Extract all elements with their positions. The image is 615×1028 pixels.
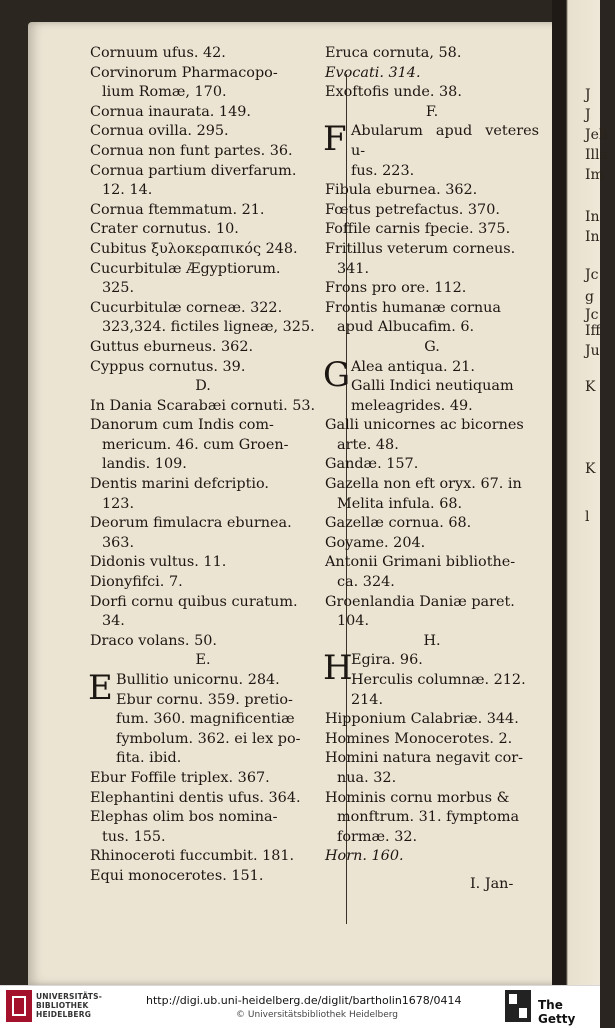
index-entry	[90, 397, 316, 417]
index-column-left	[90, 44, 316, 887]
index-entry	[323, 648, 539, 710]
index-entry	[325, 534, 539, 554]
entry-line: Gandæ. 157.	[325, 456, 419, 473]
entry-continuation-line: Galli Indici neutiquam	[351, 378, 514, 395]
edge-glyph: Jc	[585, 267, 599, 283]
index-entry	[90, 593, 316, 632]
index-entry	[90, 162, 316, 201]
edge-glyph: In	[585, 209, 600, 225]
index-entry	[90, 514, 316, 553]
entry-line: Gazella non eft oryx. 67. in	[325, 476, 522, 493]
entry-continuation-line: landis. 109.	[102, 456, 187, 473]
entry-line: In Dania Scarabæi cornuti. 53.	[90, 397, 316, 414]
index-entry	[325, 83, 539, 103]
entry-line: Dorfi cornu quibus curatum.	[90, 593, 298, 610]
index-entry	[90, 416, 316, 475]
drop-capital: F	[323, 119, 347, 160]
entry-line: Antonii Grimani bibliothe-	[325, 554, 516, 571]
index-entry	[90, 44, 316, 64]
entry-line: Draco volans. 50.	[90, 632, 217, 649]
entry-continuation-line: 123.	[102, 495, 135, 512]
edge-glyph: l	[585, 509, 590, 525]
edge-glyph: In	[585, 229, 600, 245]
library-name: UNIVERSITÄTS- BIBLIOTHEK HEIDELBERG	[36, 992, 103, 1019]
section-letter-heading: H.	[423, 632, 441, 649]
entry-line: Evocati. 314.	[325, 64, 421, 81]
partner-name: The Getty	[538, 998, 576, 1026]
entry-line: Didonis vultus. 11.	[90, 554, 227, 571]
index-entry	[325, 475, 539, 514]
entry-line: Fibula eburnea. 362.	[325, 182, 478, 199]
edge-glyph: K	[585, 379, 596, 395]
drop-capital: G	[323, 354, 351, 395]
index-entry	[90, 122, 316, 142]
edge-glyph: Illa	[585, 147, 608, 163]
entry-line: Dentis marini defcriptio.	[90, 476, 269, 493]
entry-line: Elephantini dentis ufus. 364.	[90, 789, 301, 806]
index-entry	[90, 240, 316, 260]
entry-continuation-line: ca. 324.	[337, 574, 395, 591]
entry-line: Eruca cornuta, 58.	[325, 45, 462, 61]
index-entry	[325, 710, 539, 730]
entry-continuation-line: 12. 14.	[102, 182, 153, 199]
entry-line: Dionyfifci. 7.	[90, 574, 183, 591]
entry-line: Homini natura negavit cor-	[325, 750, 523, 767]
entry-continuation-line: lium Romæ, 170.	[102, 84, 227, 101]
index-entry	[325, 749, 539, 788]
entry-continuation-line: meleagrides. 49.	[351, 397, 473, 414]
entry-continuation-line: 104.	[337, 613, 370, 630]
entry-continuation-line: nua. 32.	[337, 769, 397, 786]
entry-continuation-line: 34.	[102, 613, 125, 630]
entry-continuation-line: fita. ibid.	[116, 750, 182, 767]
entry-continuation-line: mericum. 46. cum Groen-	[102, 436, 289, 453]
index-entry	[325, 44, 539, 64]
entry-line: Corvinorum Pharmacopo-	[90, 64, 278, 81]
index-entry	[325, 847, 539, 867]
index-entry	[325, 789, 539, 848]
entry-continuation-line: 363.	[102, 534, 135, 551]
catchword: I. Jan-	[470, 876, 514, 892]
edge-glyph: Jeh	[585, 127, 608, 143]
index-entry	[90, 142, 316, 162]
index-entry	[90, 808, 316, 847]
index-entry	[325, 416, 539, 455]
entry-line: Equi monocerotes. 151.	[90, 867, 264, 884]
edge-glyph: Jc	[585, 307, 599, 323]
entry-line: Guttus eburneus. 362.	[90, 338, 254, 355]
entry-line: Deorum fimulacra eburnea.	[90, 515, 292, 532]
index-entry	[90, 789, 316, 809]
index-entry	[325, 593, 539, 632]
entry-line: Groenlandia Daniæ paret.	[325, 593, 515, 610]
entry-line: Rhinoceroti fuccumbit. 181.	[90, 848, 295, 865]
entry-line: Cornua ovilla. 295.	[90, 123, 229, 140]
index-entry	[90, 475, 316, 514]
entry-line: Frontis humanæ cornua	[325, 299, 501, 316]
entry-continuation-line: 214.	[351, 691, 384, 708]
index-entry	[323, 119, 539, 181]
index-entry	[90, 260, 316, 299]
section-letter-heading: E.	[195, 652, 211, 669]
entry-line: Cornua inaurata. 149.	[90, 103, 251, 120]
index-column-right	[325, 44, 539, 867]
section-letter-heading: G.	[424, 338, 440, 355]
entry-continuation-line: arte. 48.	[337, 436, 399, 453]
entry-continuation-line: 341.	[337, 260, 370, 277]
index-entry	[90, 299, 316, 338]
entry-line: Elephas olim bos nomina-	[90, 809, 278, 826]
index-entry	[325, 514, 539, 534]
viewer-footer	[0, 985, 600, 1028]
index-entry	[325, 220, 539, 240]
entry-line: Egira. 96.	[351, 652, 423, 669]
entry-line: Cucurbitulæ corneæ. 322.	[90, 299, 283, 316]
entry-line: Galli unicornes ac bicornes	[325, 417, 524, 434]
index-entry	[325, 299, 539, 338]
entry-continuation-line: Ebur cornu. 359. pretio-	[116, 691, 293, 708]
entry-continuation-line: fymbolum. 362. ei lex po-	[116, 730, 301, 747]
index-entry	[90, 769, 316, 789]
entry-line: Cornua non funt partes. 36.	[90, 142, 293, 159]
entry-line: Cyppus cornutus. 39.	[90, 358, 246, 375]
getty-logo-icon[interactable]	[505, 990, 531, 1022]
index-entry	[90, 201, 316, 221]
edge-glyph: g	[585, 289, 594, 305]
index-entry	[325, 181, 539, 201]
section-letter-heading: F.	[425, 103, 439, 120]
index-entry	[325, 730, 539, 750]
entry-line: Homines Monocerotes. 2.	[325, 730, 513, 747]
entry-line: Fritillus veterum corneus.	[325, 240, 516, 257]
entry-continuation-line: formæ. 32.	[337, 828, 418, 845]
entry-line: Cornua ftemmatum. 21.	[90, 201, 265, 218]
entry-line: Horn. 160.	[325, 848, 404, 865]
edge-glyph: Im	[585, 167, 604, 183]
university-library-logo-icon[interactable]	[6, 990, 32, 1022]
index-entry	[325, 279, 539, 299]
index-entry	[325, 201, 539, 221]
edge-glyph: Iff	[585, 323, 601, 339]
permalink[interactable]: http://digi.ub.uni-heidelberg.de/diglit/bartholin1678/0414	[146, 994, 462, 1007]
entry-line: Cornuum ufus. 42.	[90, 45, 226, 61]
entry-line: Cubitus ξυλοκεραπικός 248.	[90, 240, 298, 257]
index-entry	[325, 455, 539, 475]
index-entry	[90, 553, 316, 573]
index-entry	[90, 220, 316, 240]
entry-line: Abularum apud veteres u-	[351, 123, 539, 159]
entry-continuation-line: apud Albucafim. 6.	[337, 319, 475, 336]
index-entry	[325, 64, 539, 84]
edge-glyph: J	[585, 87, 591, 103]
index-entry	[325, 240, 539, 279]
section-letter-heading: D.	[195, 378, 211, 395]
entry-line: Frons pro ore. 112.	[325, 280, 467, 297]
edge-glyph: Ju	[585, 343, 600, 359]
entry-line: Crater cornutus. 10.	[90, 221, 239, 238]
index-entry	[323, 354, 539, 417]
entry-continuation-line: monftrum. 31. fymptoma	[337, 809, 520, 826]
index-entry	[90, 338, 316, 358]
index-entry	[90, 358, 316, 378]
entry-line: Gazellæ cornua. 68.	[325, 515, 472, 532]
entry-line: Hipponium Calabriæ. 344.	[325, 711, 519, 728]
entry-line: Danorum cum Indis com-	[90, 417, 274, 434]
entry-continuation-line: Melita infula. 68.	[337, 495, 463, 512]
edge-glyph: J	[585, 107, 591, 123]
entry-continuation-line: fum. 360. magnificentiæ	[116, 711, 295, 728]
entry-continuation-line: fus. 223.	[351, 162, 415, 179]
entry-line: Alea antiqua. 21.	[351, 358, 475, 375]
index-entry	[90, 632, 316, 652]
entry-line: Cucurbitulæ Ægyptiorum.	[90, 260, 281, 277]
index-entry	[325, 553, 539, 592]
entry-continuation-line: tus. 155.	[102, 828, 166, 845]
index-entry	[90, 64, 316, 103]
index-entry	[90, 867, 316, 887]
entry-line: Foffile carnis fpecie. 375.	[325, 221, 511, 238]
entry-continuation-line: 325.	[102, 280, 135, 297]
entry-line: Goyame. 204.	[325, 534, 426, 551]
entry-line: Exoftofis unde. 38.	[325, 84, 462, 101]
entry-line: Ebur Foffile triplex. 367.	[90, 769, 270, 786]
edge-glyph: K	[585, 461, 596, 477]
index-entry	[90, 573, 316, 593]
index-entry	[90, 103, 316, 123]
drop-capital: E	[88, 668, 113, 708]
entry-line: Fœtus petrefactus. 370.	[325, 201, 500, 218]
index-entry	[88, 668, 316, 769]
copyright-notice: © Universitätsbibliothek Heidelberg	[236, 1010, 399, 1020]
index-entry	[90, 847, 316, 867]
entry-continuation-line: Herculis columnæ. 212.	[351, 672, 526, 688]
entry-line: Bullitio unicornu. 284.	[116, 672, 280, 688]
drop-capital: H	[323, 648, 353, 689]
entry-line: Hominis cornu morbus &	[325, 789, 510, 806]
entry-continuation-line: 323,324. fictiles ligneæ, 325.	[102, 319, 315, 336]
entry-line: Cornua partium diverfarum.	[90, 162, 297, 179]
